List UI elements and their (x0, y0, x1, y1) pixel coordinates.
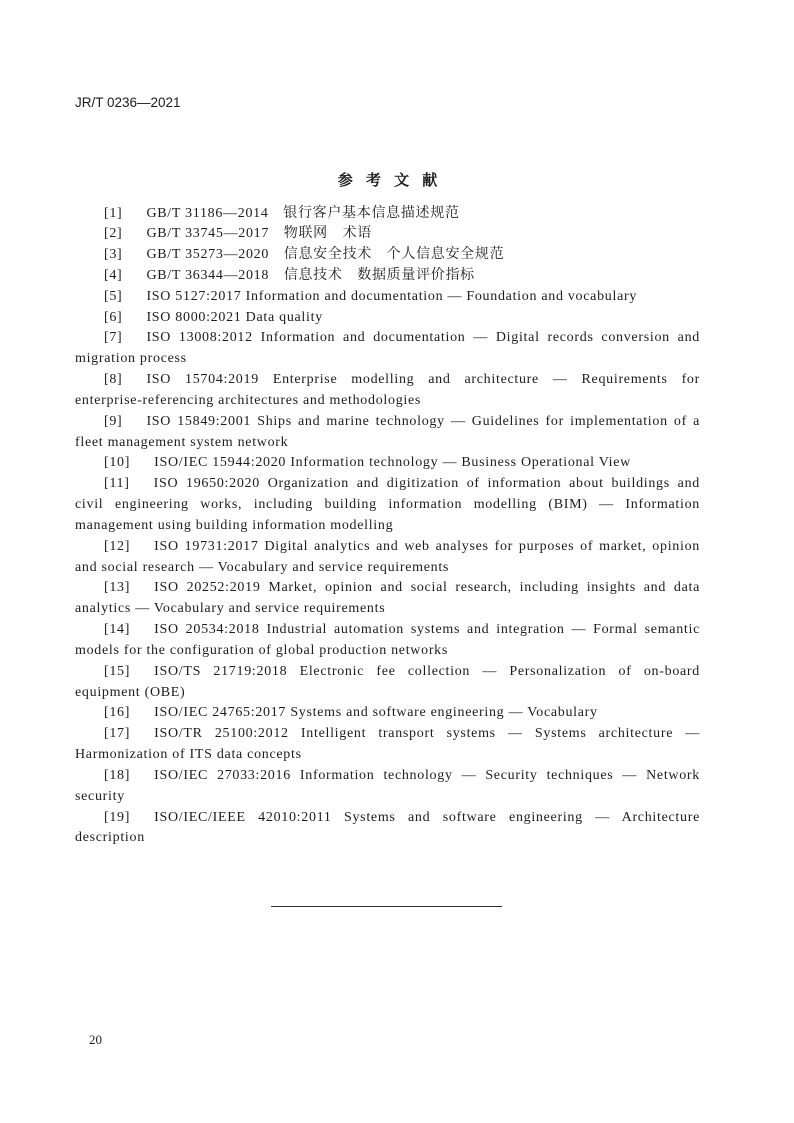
reference-item (75, 266, 700, 287)
reference-item (75, 412, 700, 454)
reference-line (75, 308, 700, 329)
reference-line (75, 412, 700, 433)
reference-number: [6] (104, 309, 123, 325)
reference-item (75, 453, 700, 474)
reference-line-continued: fleet management system network (75, 434, 289, 450)
reference-line (75, 474, 700, 495)
reference-item (75, 287, 700, 308)
reference-item (75, 328, 700, 370)
reference-number: [8] (104, 372, 123, 388)
reference-line (75, 266, 700, 287)
reference-line-continued: management using building information modelling (75, 517, 394, 533)
reference-text: GB/T 36344—2018 信息技术 数据质量评价指标 (146, 267, 475, 283)
reference-number: [9] (104, 413, 123, 429)
reference-item (75, 766, 700, 808)
reference-item (75, 662, 700, 704)
reference-line (75, 724, 700, 745)
reference-number: [15] (104, 663, 131, 679)
reference-number: [16] (104, 705, 131, 721)
reference-text: ISO/IEC 24765:2017 Systems and software engineering — Vocabulary (154, 705, 598, 721)
reference-line (75, 808, 700, 829)
reference-number: [7] (104, 330, 123, 346)
reference-line-continued: Harmonization of ITS data concepts (75, 747, 302, 763)
reference-text: GB/T 33745—2017 物联网 术语 (146, 226, 372, 242)
reference-line-continued: civil engineering works, including building information modelling (BIM) — Information (75, 497, 700, 513)
reference-item (75, 724, 700, 766)
reference-text: ISO 19650:2020 Organization and digitization of information about buildings and (153, 476, 700, 492)
reference-line-continued: and social research — Vocabulary and service requirements (75, 559, 450, 575)
reference-number: [2] (104, 226, 123, 242)
reference-line-continued: enterprise-referencing architectures and methodologies (75, 392, 422, 408)
reference-number: [14] (104, 622, 131, 638)
reference-line-continued: migration process (75, 351, 187, 367)
reference-number: [10] (104, 455, 131, 471)
reference-item (75, 620, 700, 662)
reference-number: [1] (104, 205, 123, 221)
reference-line-continued: security (75, 788, 125, 804)
reference-text: ISO 20534:2018 Industrial automation systems and integration — Formal semantic (154, 622, 700, 638)
reference-text: ISO 19731:2017 Digital analytics and web analyses for purposes of market, opinion (154, 538, 700, 554)
reference-text: ISO 15849:2001 Ships and marine technology — Guidelines for implementation of a (146, 413, 700, 429)
reference-line (75, 204, 700, 225)
reference-line (75, 620, 700, 641)
reference-item (75, 204, 700, 225)
standard-code-header: JR/T 0236—2021 (75, 95, 181, 110)
reference-text: GB/T 31186—2014 银行客户基本信息描述规范 (146, 205, 460, 221)
reference-item (75, 578, 700, 620)
reference-number: [4] (104, 267, 123, 283)
reference-line (75, 453, 700, 474)
page-number: 20 (89, 1032, 102, 1047)
reference-text: ISO 5127:2017 Information and documentation — Foundation and vocabulary (146, 288, 638, 304)
bibliography-title: 参 考 文 献 (337, 172, 438, 189)
reference-line (75, 703, 700, 724)
reference-item (75, 703, 700, 724)
reference-line-continued: analytics — Vocabulary and service requirements (75, 601, 386, 617)
reference-item (75, 245, 700, 266)
reference-line (75, 370, 700, 391)
reference-item (75, 224, 700, 245)
reference-text: ISO/IEC 27033:2016 Information technology — Security techniques — Network (154, 767, 700, 783)
reference-line-continued: models for the configuration of global production networks (75, 642, 449, 658)
reference-line-continued: equipment (OBE) (75, 684, 186, 700)
reference-line (75, 537, 700, 558)
reference-line (75, 662, 700, 683)
reference-line-continued: description (75, 830, 145, 846)
reference-number: [17] (104, 726, 131, 742)
reference-line (75, 766, 700, 787)
reference-item (75, 474, 700, 536)
reference-number: [3] (104, 247, 123, 263)
reference-line (75, 287, 700, 308)
reference-line (75, 578, 700, 599)
reference-text: ISO 15704:2019 Enterprise modelling and architecture — Requirements for (146, 372, 700, 388)
reference-item (75, 370, 700, 412)
reference-number: [19] (104, 809, 131, 825)
reference-text: ISO/TR 25100:2012 Intelligent transport systems — Systems architecture — (154, 726, 700, 742)
reference-text: ISO/TS 21719:2018 Electronic fee collection — Personalization of on-board (154, 663, 700, 679)
reference-number: [11] (104, 476, 130, 492)
reference-number: [13] (104, 580, 131, 596)
reference-number: [5] (104, 288, 123, 304)
reference-text: ISO 20252:2019 Market, opinion and social research, including insights and data (154, 580, 700, 596)
reference-number: [12] (104, 538, 131, 554)
reference-line (75, 224, 700, 245)
reference-text: ISO/IEC/IEEE 42010:2011 Systems and software engineering — Architecture (154, 809, 700, 825)
reference-text: ISO 8000:2021 Data quality (146, 309, 323, 325)
reference-line (75, 328, 700, 349)
reference-list (75, 204, 700, 850)
reference-text: GB/T 35273—2020 信息安全技术 个人信息安全规范 (146, 247, 505, 263)
reference-item (75, 308, 700, 329)
reference-number: [18] (104, 767, 131, 783)
end-of-document-rule (271, 906, 502, 907)
reference-line (75, 245, 700, 266)
reference-text: ISO/IEC 15944:2020 Information technology — Business Operational View (154, 455, 631, 471)
reference-item (75, 537, 700, 579)
reference-item (75, 808, 700, 850)
reference-text: ISO 13008:2012 Information and documentation — Digital records conversion and (146, 330, 700, 346)
